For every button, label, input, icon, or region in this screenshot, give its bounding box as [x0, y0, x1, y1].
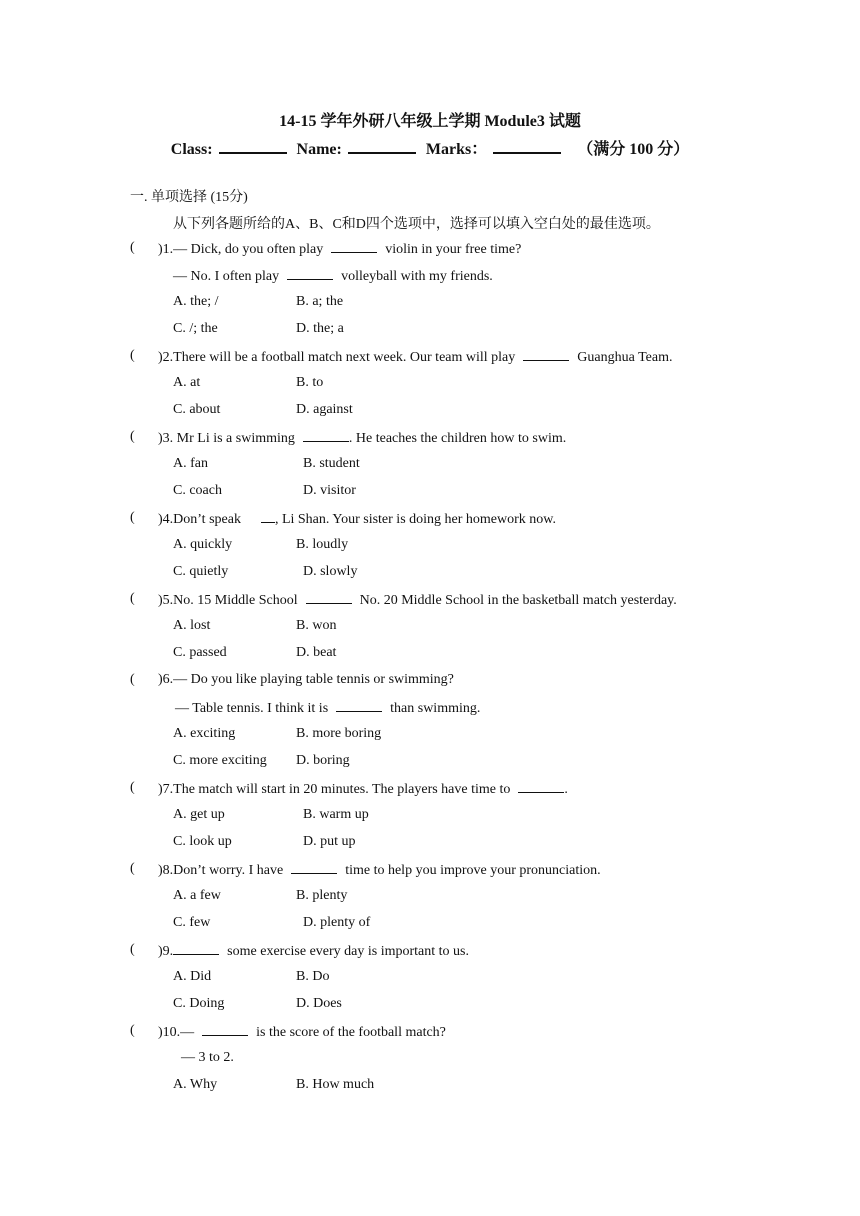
option-b: B. Do	[296, 969, 330, 984]
option-d: D. visitor	[303, 483, 356, 498]
answer-blank	[336, 699, 382, 712]
option-b: B. warm up	[303, 807, 369, 822]
question-6: ( )6.— Do you like playing table tennis or swimming?	[130, 672, 454, 687]
question-3: ( )3. Mr Li is a swimming . He teaches the children how to swim.	[130, 429, 567, 446]
answer-paren: (	[130, 942, 135, 957]
answer-paren: (	[130, 780, 135, 795]
options-row	[130, 321, 770, 341]
option-a: A. Did	[173, 969, 212, 984]
name-blank	[348, 138, 416, 154]
options-row	[130, 753, 770, 773]
section-instruction: 从下列各题所给的A、B、C和D四个选项中，选择可以填入空白处的最佳选项。	[173, 217, 660, 232]
options-row	[130, 618, 770, 638]
option-d: D. against	[296, 402, 353, 417]
class-blank	[219, 138, 287, 154]
option-a: A. fan	[173, 456, 208, 471]
option-a: A. get up	[173, 807, 225, 822]
answer-paren: (	[130, 429, 135, 444]
question-1	[130, 240, 770, 260]
option-c: C. coach	[173, 483, 222, 498]
options-row	[130, 807, 770, 827]
options-row	[130, 375, 770, 395]
option-b: B. a; the	[296, 294, 344, 309]
options-row	[130, 645, 770, 665]
option-b: B. How much	[296, 1077, 375, 1092]
option-c: C. more exciting	[173, 753, 267, 768]
answer-blank	[331, 240, 377, 253]
option-d: D. boring	[296, 753, 350, 768]
answer-blank	[523, 348, 569, 361]
option-a: A. Why	[173, 1077, 218, 1092]
options-row	[130, 969, 770, 989]
answer-paren: (	[130, 591, 135, 606]
question-1-line-2: — No. I often play volleyball with my friends.	[173, 269, 493, 284]
options-row	[130, 834, 770, 854]
option-b: B. to	[296, 375, 324, 390]
question-7: ( )7.The match will start in 20 minutes. The players have time to .	[130, 780, 568, 797]
question-stem-end: violin in your free time?	[385, 242, 522, 257]
question-6-line-2: — Table tennis. I think it is than swimming.	[175, 701, 481, 716]
question-4: ( )4.Don’t speak , Li Shan. Your sister is doing her homework now.	[130, 510, 556, 527]
options-row	[130, 456, 770, 476]
option-d: D. slowly	[303, 564, 358, 579]
answer-paren: (	[130, 672, 135, 687]
marks-label: Marks：	[425, 141, 488, 158]
exam-meta-line	[0, 136, 860, 159]
option-a: A. the; /	[173, 294, 219, 309]
options-row	[130, 996, 770, 1016]
option-b: B. plenty	[296, 888, 348, 903]
name-label: Name:	[296, 141, 342, 158]
answer-paren: (	[130, 861, 135, 876]
option-c: C. about	[173, 402, 221, 417]
answer-paren: (	[130, 240, 135, 255]
answer-blank	[287, 267, 333, 280]
option-c: C. /; the	[173, 321, 218, 336]
options-row	[130, 888, 770, 908]
option-b: B. student	[303, 456, 360, 471]
option-b: B. won	[296, 618, 337, 633]
option-c: C. passed	[173, 645, 227, 660]
option-b: B. loudly	[296, 537, 349, 552]
option-a: A. a few	[173, 888, 221, 903]
question-8: ( )8.Don’t worry. I have time to help you improve your pronunciation.	[130, 861, 601, 878]
answer-blank	[518, 780, 564, 793]
answer-blank	[173, 942, 219, 955]
options-row	[130, 726, 770, 746]
question-10: ( )10.— is the score of the football match?	[130, 1023, 446, 1040]
option-c: C. quietly	[173, 564, 229, 579]
option-d: D. Does	[296, 996, 342, 1011]
question-2: ( )2.There will be a football match next week. Our team will play Guanghua Team.	[130, 348, 673, 365]
answer-blank	[306, 591, 352, 604]
question-9: ( )9. some exercise every day is important to us.	[130, 942, 469, 959]
options-row	[130, 564, 770, 584]
answer-blank	[291, 861, 337, 874]
options-row	[130, 537, 770, 557]
option-c: C. Doing	[173, 996, 225, 1011]
option-a: A. lost	[173, 618, 211, 633]
options-row	[130, 402, 770, 422]
option-d: D. plenty of	[303, 915, 371, 930]
answer-paren: (	[130, 1023, 135, 1038]
question-stem: )1.— Dick, do you often play	[158, 242, 324, 257]
answer-blank	[261, 510, 275, 523]
question-5: ( )5.No. 15 Middle School No. 20 Middle School in the basketball match yesterday.	[130, 591, 677, 608]
options-row	[130, 483, 770, 503]
option-c: C. look up	[173, 834, 232, 849]
option-d: D. the; a	[296, 321, 344, 336]
option-d: D. put up	[303, 834, 356, 849]
option-c: C. few	[173, 915, 211, 930]
answer-paren: (	[130, 510, 135, 525]
full-marks: （满分 100 分）	[577, 141, 690, 158]
option-d: D. beat	[296, 645, 337, 660]
options-row	[130, 915, 770, 935]
question-10-line-2: — 3 to 2.	[181, 1050, 234, 1065]
options-row	[130, 1077, 770, 1097]
section-heading: 一. 单项选择 (15分)	[130, 190, 248, 205]
class-label: Class:	[170, 141, 213, 158]
exam-title: 14-15 学年外研八年级上学期 Module3 试题	[279, 113, 581, 130]
answer-blank	[202, 1023, 248, 1036]
marks-blank	[493, 138, 561, 154]
option-b: B. more boring	[296, 726, 382, 741]
answer-blank	[303, 429, 349, 442]
option-a: A. at	[173, 375, 201, 390]
answer-paren: (	[130, 348, 135, 363]
options-row	[130, 294, 770, 314]
option-a: A. quickly	[173, 537, 233, 552]
option-a: A. exciting	[173, 726, 236, 741]
